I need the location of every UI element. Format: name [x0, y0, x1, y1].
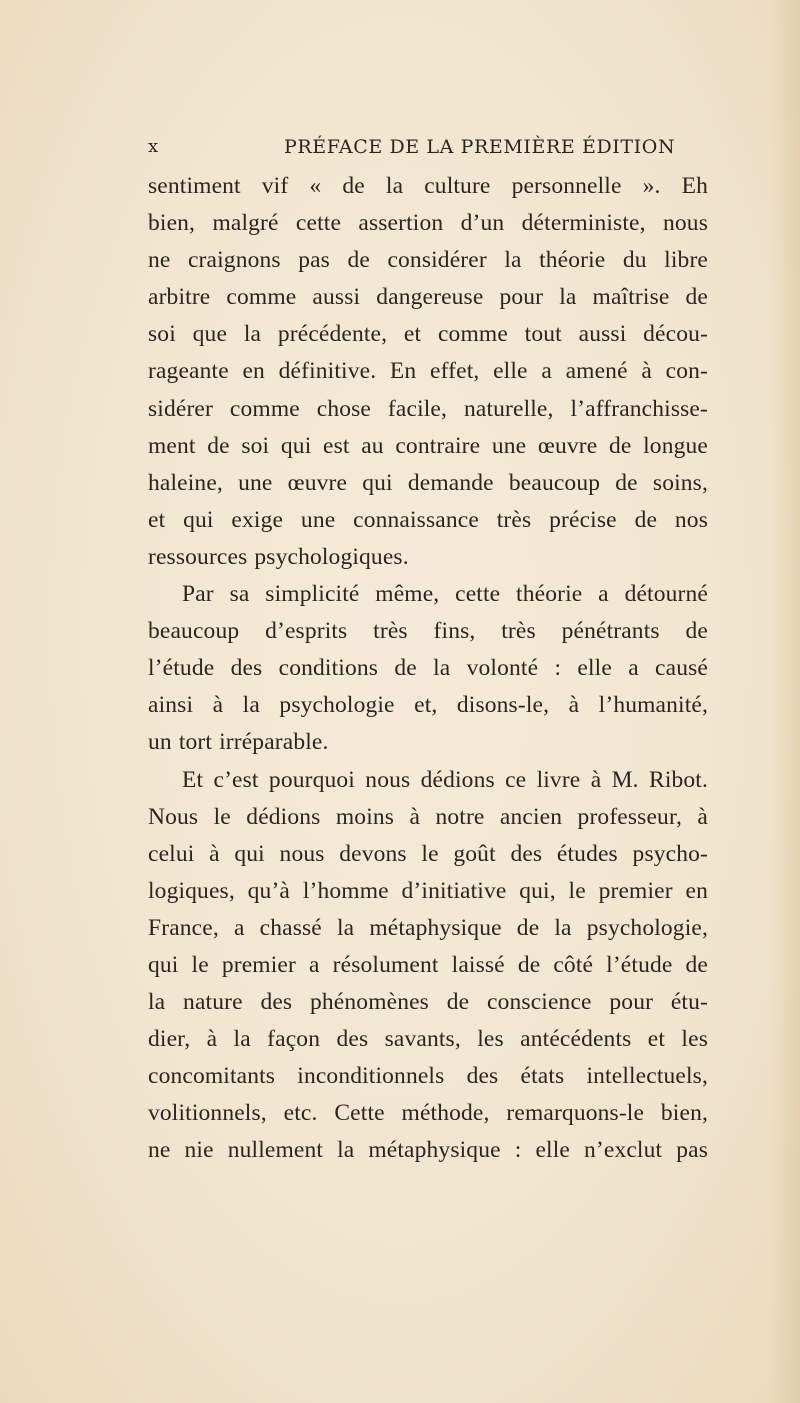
text-line: l’étude des conditions de la volonté : elle a causé [148, 655, 708, 682]
text-line: arbitre comme aussi dangereuse pour la maîtrise de [148, 284, 708, 311]
text-line: France, a chassé la métaphysique de la psychologie, [148, 914, 708, 941]
text-line: et qui exige une connaissance très précise de nos [148, 506, 708, 533]
text-line: Et c’est pourquoi nous dédions ce livre à M. Ribot. [182, 766, 708, 793]
text-line: sentiment vif « de la culture personnelle ». Eh [148, 173, 708, 199]
text-line: Par sa simplicité même, cette théorie a détourné [182, 581, 708, 608]
text-line: ment de soi qui est au contraire une œuvre de longue [148, 432, 708, 459]
body-text [148, 168, 708, 1170]
text-line: volitionnels, etc. Cette méthode, remarquons-le bien, [148, 1100, 708, 1127]
text-line: concomitants inconditionnels des états intellectuels, [148, 1063, 708, 1090]
text-line: bien, malgré cette assertion d’un déterministe, nous [148, 210, 708, 237]
text-line: sidérer comme chose facile, naturelle, l’affranchisse- [148, 395, 708, 422]
text-line: soi que la précédente, et comme tout aussi décou- [148, 321, 708, 348]
text-line: ainsi à la psychologie et, disons-le, à l’humanité, [148, 692, 708, 719]
text-line: ne craignons pas de considérer la théorie du libre [148, 247, 708, 274]
running-title: PRÉFACE DE LA PREMIÈRE ÉDITION [284, 136, 676, 158]
text-line: rageante en définitive. En effet, elle a amené à con- [148, 358, 708, 385]
running-head [148, 136, 708, 160]
text-line: haleine, une œuvre qui demande beaucoup de soins, [148, 469, 708, 496]
text-line: ressources psychologiques. [148, 543, 409, 570]
text-line: un tort irréparable. [148, 729, 329, 756]
page-number: x [148, 136, 159, 157]
page-edge-shadow [770, 0, 800, 1403]
text-line: beaucoup d’esprits très fins, très pénétrants de [148, 618, 708, 645]
text-line: dier, à la façon des savants, les antécédents et les [148, 1026, 708, 1053]
text-line: logiques, qu’à l’homme d’initiative qui, le premier en [148, 877, 708, 904]
text-line: celui à qui nous devons le goût des études psycho- [148, 840, 708, 867]
text-line: Nous le dédions moins à notre ancien professeur, à [148, 803, 708, 830]
text-line: ne nie nullement la métaphysique : elle n’exclut pas [148, 1137, 708, 1164]
text-line: la nature des phénomènes de conscience pour étu- [148, 989, 708, 1016]
text-line: qui le premier a résolument laissé de côté l’étude de [148, 951, 708, 978]
